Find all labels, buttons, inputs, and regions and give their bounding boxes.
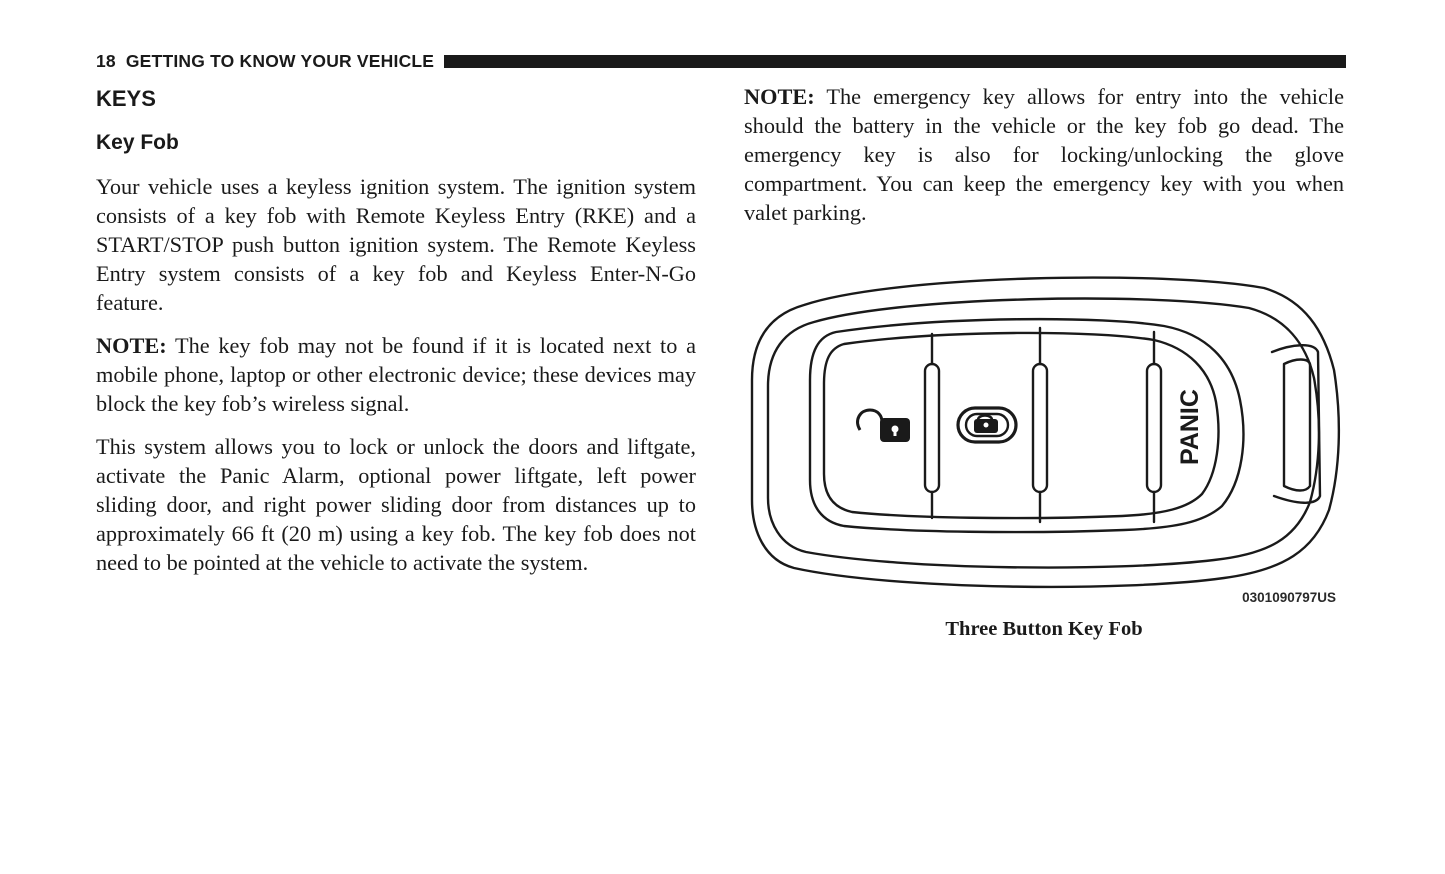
figure-caption: Three Button Key Fob: [945, 618, 1143, 640]
header-title: GETTING TO KNOW YOUR VEHICLE: [125, 50, 435, 71]
panic-label: PANIC: [1176, 389, 1204, 465]
note-label: NOTE:: [744, 84, 815, 109]
note-text: The key fob may not be found if it is located next to a mobile phone, laptop or other electronic device; these devices may block the key fob’s wireless signal.: [96, 333, 697, 416]
right-column: [744, 82, 1344, 227]
section-heading: KEYS: [96, 86, 156, 111]
note-paragraph-emergency-key: [744, 82, 1344, 227]
header-rule: [444, 55, 1346, 68]
key-fob-figure: [744, 260, 1344, 610]
paragraph-system-range: This system allows you to lock or unlock the doors and liftgate, activate the Panic Alarm, optional power liftgate, left power sliding door, and right power sliding door from distances up to approximately 66 ft (20 m) using a key fob. The key fob does not need to be pointed at the vehicle to activate the system.: [96, 434, 696, 575]
note-paragraph-interference: [96, 331, 696, 418]
running-header: [96, 50, 1346, 72]
note-text: The emergency key allows for entry into the vehicle should the battery in the vehicle or the key fob go dead. The emergency key is also for locking/unlocking the glove compartment. You can keep the emergency key with you when valet parking.: [744, 84, 1344, 225]
unlock-icon: [858, 410, 910, 442]
paragraph-keyless-ignition: Your vehicle uses a keyless ignition system. The ignition system consists of a key fob with Remote Keyless Entry (RKE) and a START/STOP push button ignition system. The Remote Keyless Entry system consists of a key fob and Keyless Enter-N-Go feature.: [96, 174, 696, 315]
lock-icon: [958, 408, 1016, 442]
note-label: NOTE:: [96, 333, 167, 358]
key-fob-illustration: [744, 260, 1344, 610]
figure-image-code: 0301090797US: [1242, 590, 1336, 605]
left-column: [96, 82, 696, 577]
page-number: 18: [96, 50, 116, 71]
sub-heading: Key Fob: [96, 131, 179, 154]
